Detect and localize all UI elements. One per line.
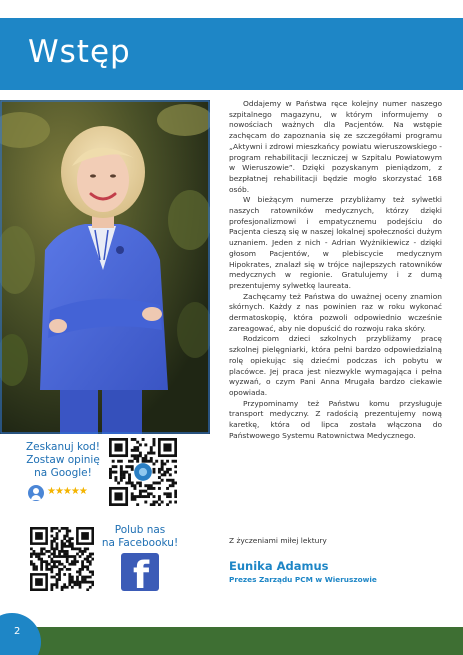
facebook-qr-code[interactable] xyxy=(30,527,94,591)
facebook-like-prompt xyxy=(100,524,180,550)
google-line-2: Zostaw opinię xyxy=(26,454,100,466)
paragraph: W bieżącym numerze przybliżamy też sylwetki naszych ratowników medycznych, którzy dzięki profesjonalizmowi i empatycznemu podejściu do Pacjenta cieszą się w naszej lokalnej społeczności dużym uznaniem. Jeden z nich - Adrian Wyżnikiewicz - dzięki głosom Pacjentów, w plebiscycie medycznym Hipokrates, znalazł się w trójce najlepszych ratowników medycznych w regionie. Gratulujemy i z dumą prezentujemy sylwetkę laureata. xyxy=(229,195,442,290)
closing-greeting: Z życzeniami miłej lektury xyxy=(229,536,327,545)
paragraph: Oddajemy w Państwa ręce kolejny numer naszego szpitalnego magazynu, w którym informujemy o nowościach ważnych dla Pacjentów. Na wstępie zachęcam do zapoznania się ze szczegółami programu „Aktywni i zdrowi mieszkańcy powiatu wieruszowskiego - program rehabilitacji leczniczej w Szpitalu Powiatowym w Wieruszowie”. Dzięki pozyskanym pieniądzom, z bezpłatnej rehabilitacji będzie mogło skorzystać 168 osób. xyxy=(229,99,442,194)
signature-role: Prezes Zarządu PCM w Wieruszowie xyxy=(229,575,377,584)
paragraph: Przypominamy też Państwu komu przysługuje transport medyczny. Z radością prezentujemy nową karetkę, która od lipca została włączona do Państwowego Systemu Ratownictwa Medycznego. xyxy=(229,398,442,440)
paragraph: Rodzicom dzieci szkolnych przybliżamy pracę szkolnej pielęgniarki, która pełni bardzo odpowiedzialną rolę opiekując się dziećmi podczas ich pobytu w placówce. Jej praca jest niezwykle wymagająca i pełna wyzwań, o czym Pani Anna Mrugała bardzo ciekawie opowiada. xyxy=(229,334,442,397)
footer-band xyxy=(26,627,463,655)
facebook-icon[interactable] xyxy=(121,553,159,591)
google-review-prompt xyxy=(22,441,104,480)
signature-name: Eunika Adamus xyxy=(229,559,329,573)
qr-code-icon xyxy=(30,527,94,591)
portrait-illustration xyxy=(0,100,210,434)
portrait-photo xyxy=(0,100,210,434)
page-number: 2 xyxy=(14,626,21,637)
page-title: Wstęp xyxy=(28,34,131,70)
star-rating-icon: ★★★★★ xyxy=(47,486,87,497)
paragraph: Zachęcamy też Państwa do uważnej oceny znamion skórnych. Każdy z nas powinien raz w roku wykonać dermatoskopię, która pozwoli odpowiednio wcześnie zareagować, aby nie dopuścić do rozwoju raka skóry. xyxy=(229,291,442,333)
user-avatar-icon xyxy=(28,485,44,501)
facebook-line-2: na Facebooku! xyxy=(101,537,179,549)
google-qr-code[interactable] xyxy=(109,438,177,506)
page-number-badge xyxy=(0,613,41,655)
google-line-3: na Google! xyxy=(34,467,92,479)
qr-code-icon xyxy=(109,438,177,506)
intro-article xyxy=(229,99,442,442)
facebook-logo-letter: f xyxy=(133,554,150,591)
facebook-line-1: Polub nas xyxy=(114,524,166,536)
google-line-1: Zeskanuj kod! xyxy=(25,441,101,453)
